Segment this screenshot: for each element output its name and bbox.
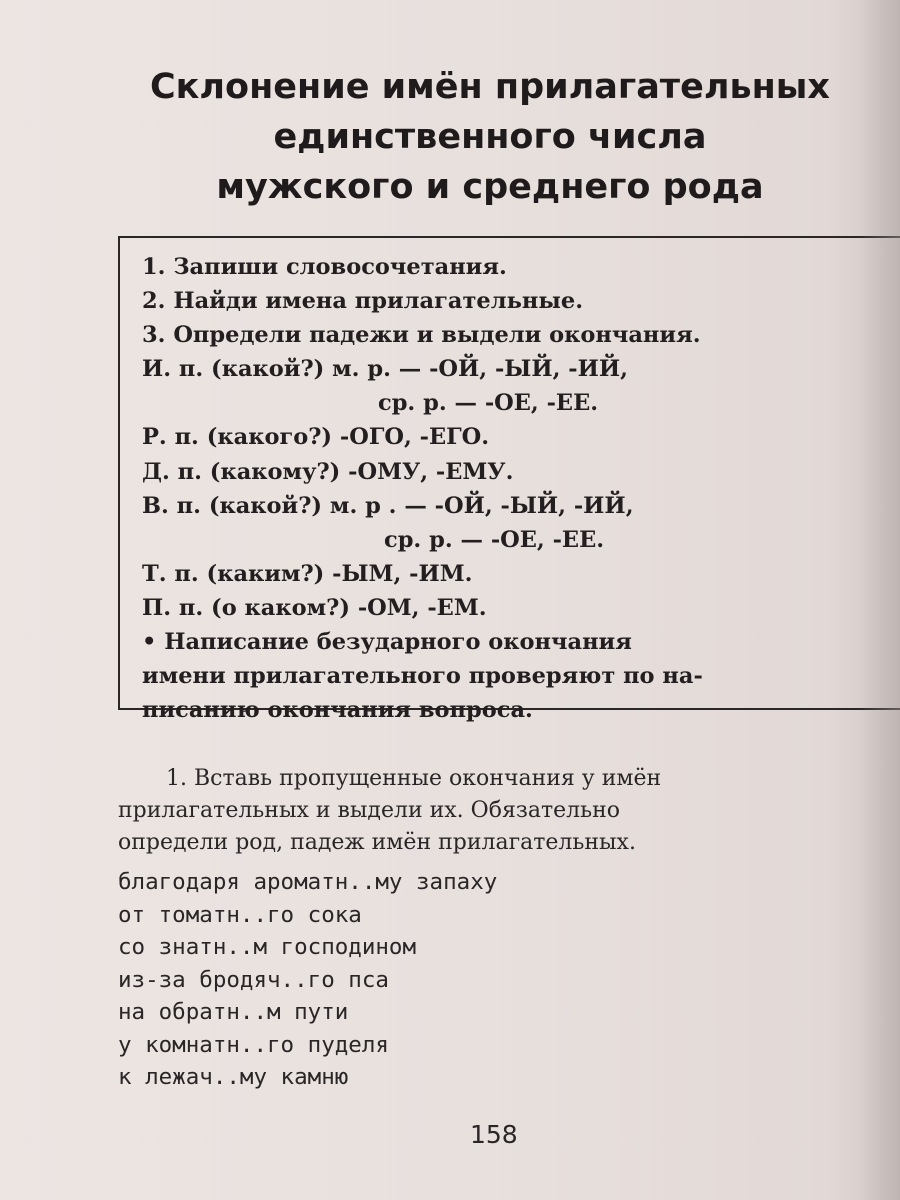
- rule-step-3: 3. Определи падежи и выдели окончания.: [142, 322, 701, 349]
- rule-note-line-3: писанию окончания вопроса.: [142, 697, 533, 724]
- phrase-item: от томатн..го сока: [118, 901, 362, 928]
- rule-prepositional: П. п. (о каком?) -ОМ, -ЕМ.: [142, 594, 487, 621]
- rule-note-line-2: имени прилагательного проверяют по на-: [142, 663, 703, 690]
- phrase-item: из-за бродяч..го пса: [118, 966, 389, 993]
- phrase-item: благодаря ароматн..му запаху: [118, 869, 498, 895]
- rule-box: [118, 236, 900, 724]
- title-line-2: единственного числа: [273, 117, 707, 157]
- title-line-1: Склонение имён прилагательных: [149, 67, 831, 107]
- exercise-line-3: определи род, падеж имён прилагательных.: [118, 830, 636, 855]
- phrase-item: у комнатн..го пуделя: [118, 1031, 389, 1058]
- page-number: 158: [470, 1120, 518, 1149]
- exercise-instructions: [118, 763, 900, 859]
- rule-nominative-neuter: ср. р. — -ОЕ, -ЕЕ.: [378, 390, 599, 417]
- rule-accusative: В. п. (какой?) м. р . — -ОЙ, -ЫЙ, -ИЙ,: [142, 492, 634, 519]
- phrase-item: на обратн..м пути: [118, 999, 349, 1025]
- phrase-item: к лежач..му камню: [118, 1064, 349, 1090]
- title-line-3: мужского и среднего рода: [216, 167, 764, 207]
- rule-genitive: Р. п. (какого?) -ОГО, -ЕГО.: [142, 424, 490, 451]
- rule-instrumental: Т. п. (каким?) -ЫМ, -ИМ.: [142, 560, 473, 587]
- page-gutter-shadow: [860, 0, 900, 1200]
- page-title: [100, 62, 880, 212]
- rule-step-1: 1. Запиши словосочетания.: [142, 254, 507, 280]
- exercise-line-1: 1. Вставь пропущенные окончания у имён: [166, 766, 662, 791]
- rule-step-2: 2. Найди имена прилагательные.: [142, 288, 584, 315]
- rule-dative: Д. п. (какому?) -ОМУ, -ЕМУ.: [142, 458, 514, 485]
- exercise-phrases: [118, 866, 618, 1094]
- rule-accusative-neuter: ср. р. — -ОЕ, -ЕЕ.: [384, 526, 605, 553]
- rule-nominative: И. п. (какой?) м. р. — -ОЙ, -ЫЙ, -ИЙ,: [142, 356, 628, 383]
- phrase-item: со знатн..м господином: [118, 934, 417, 960]
- exercise-line-2: прилагательных и выдели их. Обязательно: [118, 798, 620, 823]
- rule-note-line-1: • Написание безударного окончания: [142, 629, 632, 656]
